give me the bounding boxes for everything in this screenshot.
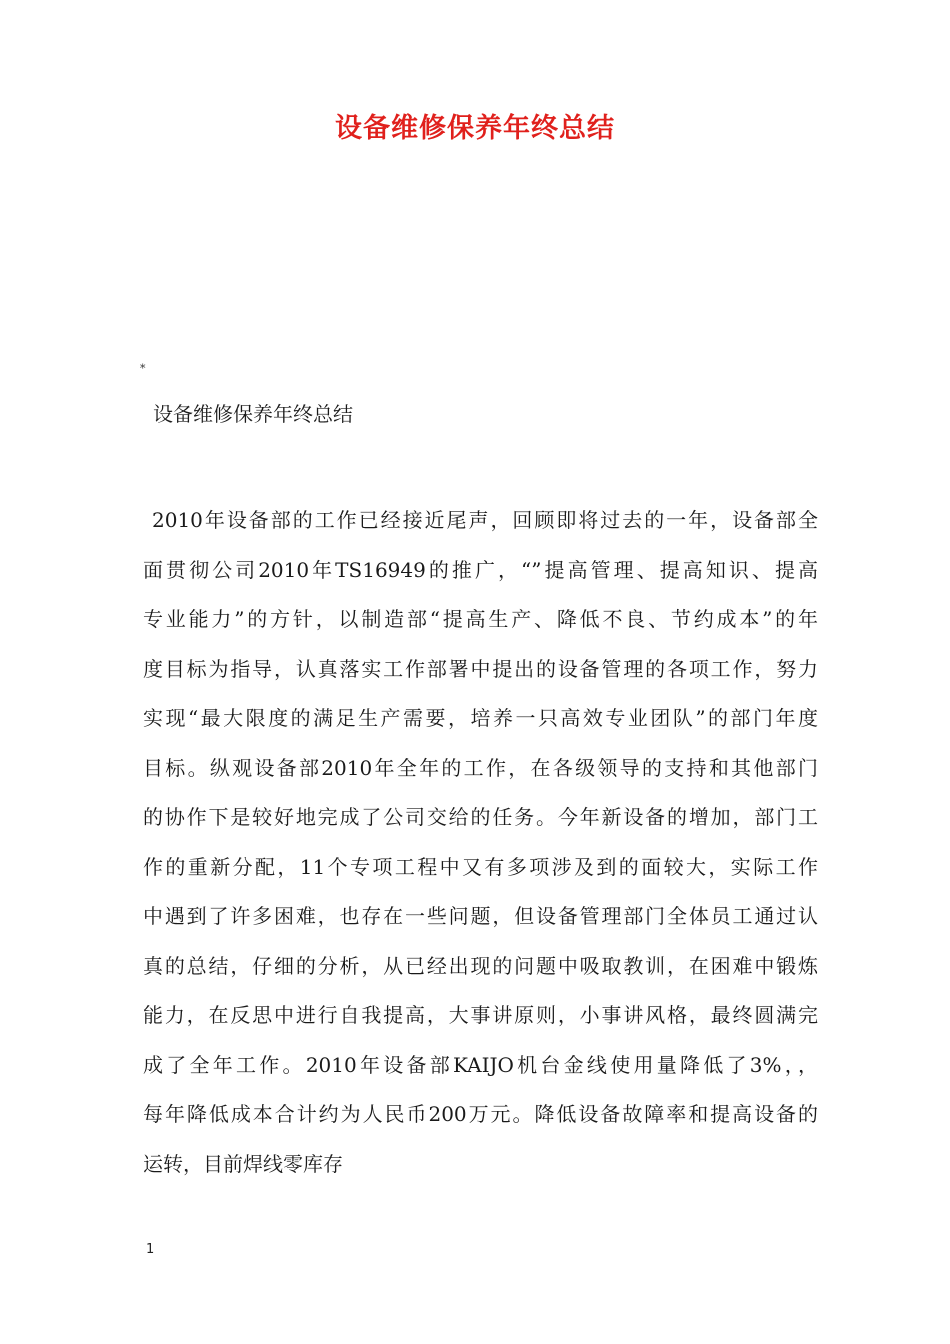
asterisk-marker: *: [140, 362, 146, 375]
body-line: 的协作下是较好地完成了公司交给的任务。今年新设备的增加，部门工: [143, 805, 818, 829]
body-line: 运转，目前焊线零库存: [143, 1151, 343, 1176]
body-line: 度目标为指导，认真落实工作部署中提出的设备管理的各项工作，努力: [143, 656, 818, 681]
body-line: 作的重新分配，11个专项工程中又有多项涉及到的面较大，实际工作: [143, 854, 818, 879]
body-line: 真的总结，仔细的分析，从已经出现的问题中吸取教训，在困难中锻炼: [143, 953, 818, 978]
body-line: 每年降低成本合计约为人民币200万元。降低设备故障率和提高设备的: [143, 1102, 818, 1126]
document-subtitle: 设备维修保养年终总结: [153, 402, 353, 426]
body-line: 2010年设备部的工作已经接近尾声，回顾即将过去的一年，设备部全: [152, 508, 818, 532]
body-line: 面贯彻公司2010年TS16949的推广，“”提高管理、提高知识、提高: [143, 557, 818, 582]
body-line: 实现“最大限度的满足生产需要，培养一只高效专业团队”的部门年度: [143, 706, 818, 730]
body-line: 专业能力”的方针，以制造部“提高生产、降低不良、节约成本”的年: [143, 607, 818, 631]
body-line: 成了全年工作。2010年设备部KAIJO机台金线使用量降低了3%，，: [143, 1052, 818, 1077]
body-line: 目标。纵观设备部2010年全年的工作，在各级领导的支持和其他部门: [143, 755, 818, 780]
body-paragraph: [143, 496, 818, 1189]
body-line: 能力，在反思中进行自我提高，大事讲原则，小事讲风格，最终圆满完: [143, 1003, 818, 1027]
document-title: 设备维修保养年终总结: [335, 113, 615, 144]
page-number: 1: [146, 1242, 155, 1257]
body-line: 中遇到了许多困难，也存在一些问题，但设备管理部门全体员工通过认: [143, 904, 818, 928]
